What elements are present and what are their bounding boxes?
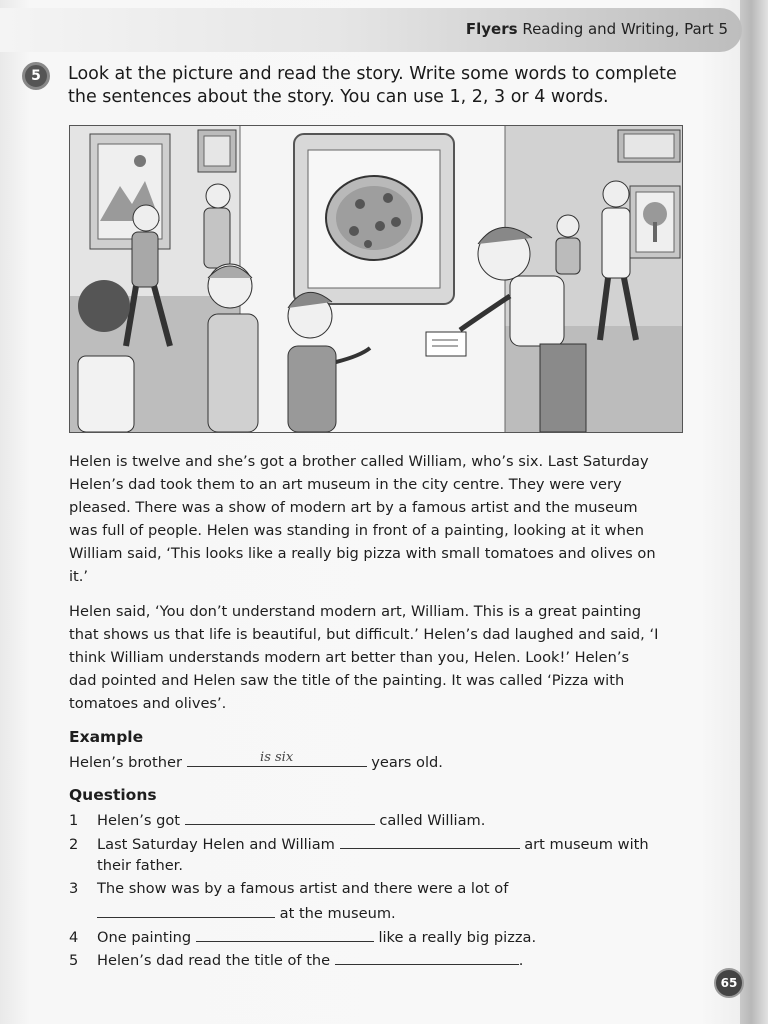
- instruction-line-2: the sentences about the story. You can use 1, 2, 3 or 4 words.: [68, 87, 609, 107]
- story-line: Helen is twelve and she’s got a brother called William, who’s six. Last Saturday: [69, 453, 649, 470]
- example-answer: is six: [260, 750, 294, 765]
- question-before: Helen’s got: [97, 812, 181, 829]
- question-after: like a really big pizza.: [378, 929, 537, 946]
- question-1: [69, 810, 485, 829]
- question-2-continued: [69, 857, 183, 874]
- small-painting-top-left: [198, 130, 236, 172]
- landscape-painting: [90, 134, 170, 249]
- story-line: think William understands modern art better than you, Helen. Look!’ Helen’s: [69, 649, 630, 666]
- question-after: .: [518, 952, 524, 969]
- answer-blank-3[interactable]: [97, 903, 275, 918]
- answer-blank-4[interactable]: [196, 927, 374, 942]
- question-5: [69, 950, 523, 969]
- page-number-badge: 65: [714, 968, 744, 998]
- story-paragraph-1: [69, 450, 669, 588]
- question-after: called William.: [379, 812, 486, 829]
- header-title-rest: Reading and Writing, Part 5: [522, 20, 728, 38]
- header-title-bold: Flyers: [465, 20, 518, 38]
- visitor-small-child-right: [556, 215, 580, 274]
- answer-blank-5[interactable]: [335, 950, 519, 965]
- small-painting-top-right: [618, 130, 680, 162]
- example-sentence: [69, 752, 443, 771]
- tree-painting: [630, 186, 680, 258]
- question-3: [69, 880, 508, 897]
- question-3-continued: [69, 903, 396, 922]
- example-heading: Example: [69, 728, 144, 746]
- museum-scene: [70, 126, 682, 432]
- answer-blank-1[interactable]: [185, 810, 375, 825]
- pizza-painting: [294, 134, 454, 304]
- question-2: [69, 834, 649, 853]
- story-line: William said, ‘This looks like a really big pizza with small tomatoes and olives on: [69, 545, 656, 562]
- question-line2: their father.: [97, 857, 183, 874]
- example-after: years old.: [371, 754, 443, 771]
- story-line: it.’: [69, 568, 89, 585]
- story-paragraph-2: [69, 600, 669, 715]
- story-line: was full of people. Helen was standing in front of a painting, looking at it when: [69, 522, 645, 539]
- child-curly-hair: [78, 280, 134, 432]
- instruction-line-1: Look at the picture and read the story. Write some words to complete: [68, 64, 677, 84]
- questions-heading: Questions: [69, 786, 157, 804]
- story-line: Helen said, ‘You don’t understand modern art, William. This is a great painting: [69, 603, 642, 620]
- story-line: that shows us that life is beautiful, but difficult.’ Helen’s dad laughed and said, ‘I: [69, 626, 659, 643]
- story-line: dad pointed and Helen saw the title of the painting. It was called ‘Pizza with: [69, 672, 625, 689]
- page-edge: [740, 0, 768, 1024]
- task-number-badge: 5: [22, 62, 50, 90]
- question-after: at the museum.: [279, 905, 396, 922]
- story-line: tomatoes and olives’.: [69, 695, 227, 712]
- question-before: Last Saturday Helen and William: [97, 836, 335, 853]
- question-before: The show was by a famous artist and there were a lot of: [97, 880, 509, 897]
- question-number: 3: [69, 880, 79, 897]
- example-answer-blank: [187, 752, 367, 767]
- helen-figure: [208, 264, 258, 432]
- question-before: One painting: [97, 929, 192, 946]
- question-number: 2: [69, 836, 79, 853]
- answer-blank-2[interactable]: [340, 834, 520, 849]
- question-number: 1: [69, 812, 79, 829]
- example-before: Helen’s brother: [69, 754, 182, 771]
- visitor-woman-left: [204, 184, 230, 268]
- task-instruction: [68, 63, 708, 109]
- question-after: art museum with: [524, 836, 649, 853]
- question-number: 5: [69, 952, 79, 969]
- museum-illustration: [69, 125, 683, 433]
- story-line: pleased. There was a show of modern art by a famous artist and the museum: [69, 499, 638, 516]
- question-number: 4: [69, 929, 79, 946]
- label-card-icon: [426, 332, 466, 356]
- question-before: Helen’s dad read the title of the: [97, 952, 331, 969]
- question-4: [69, 927, 536, 946]
- story-line: Helen’s dad took them to an art museum in the city centre. They were very: [69, 476, 622, 493]
- header-title: [466, 20, 728, 38]
